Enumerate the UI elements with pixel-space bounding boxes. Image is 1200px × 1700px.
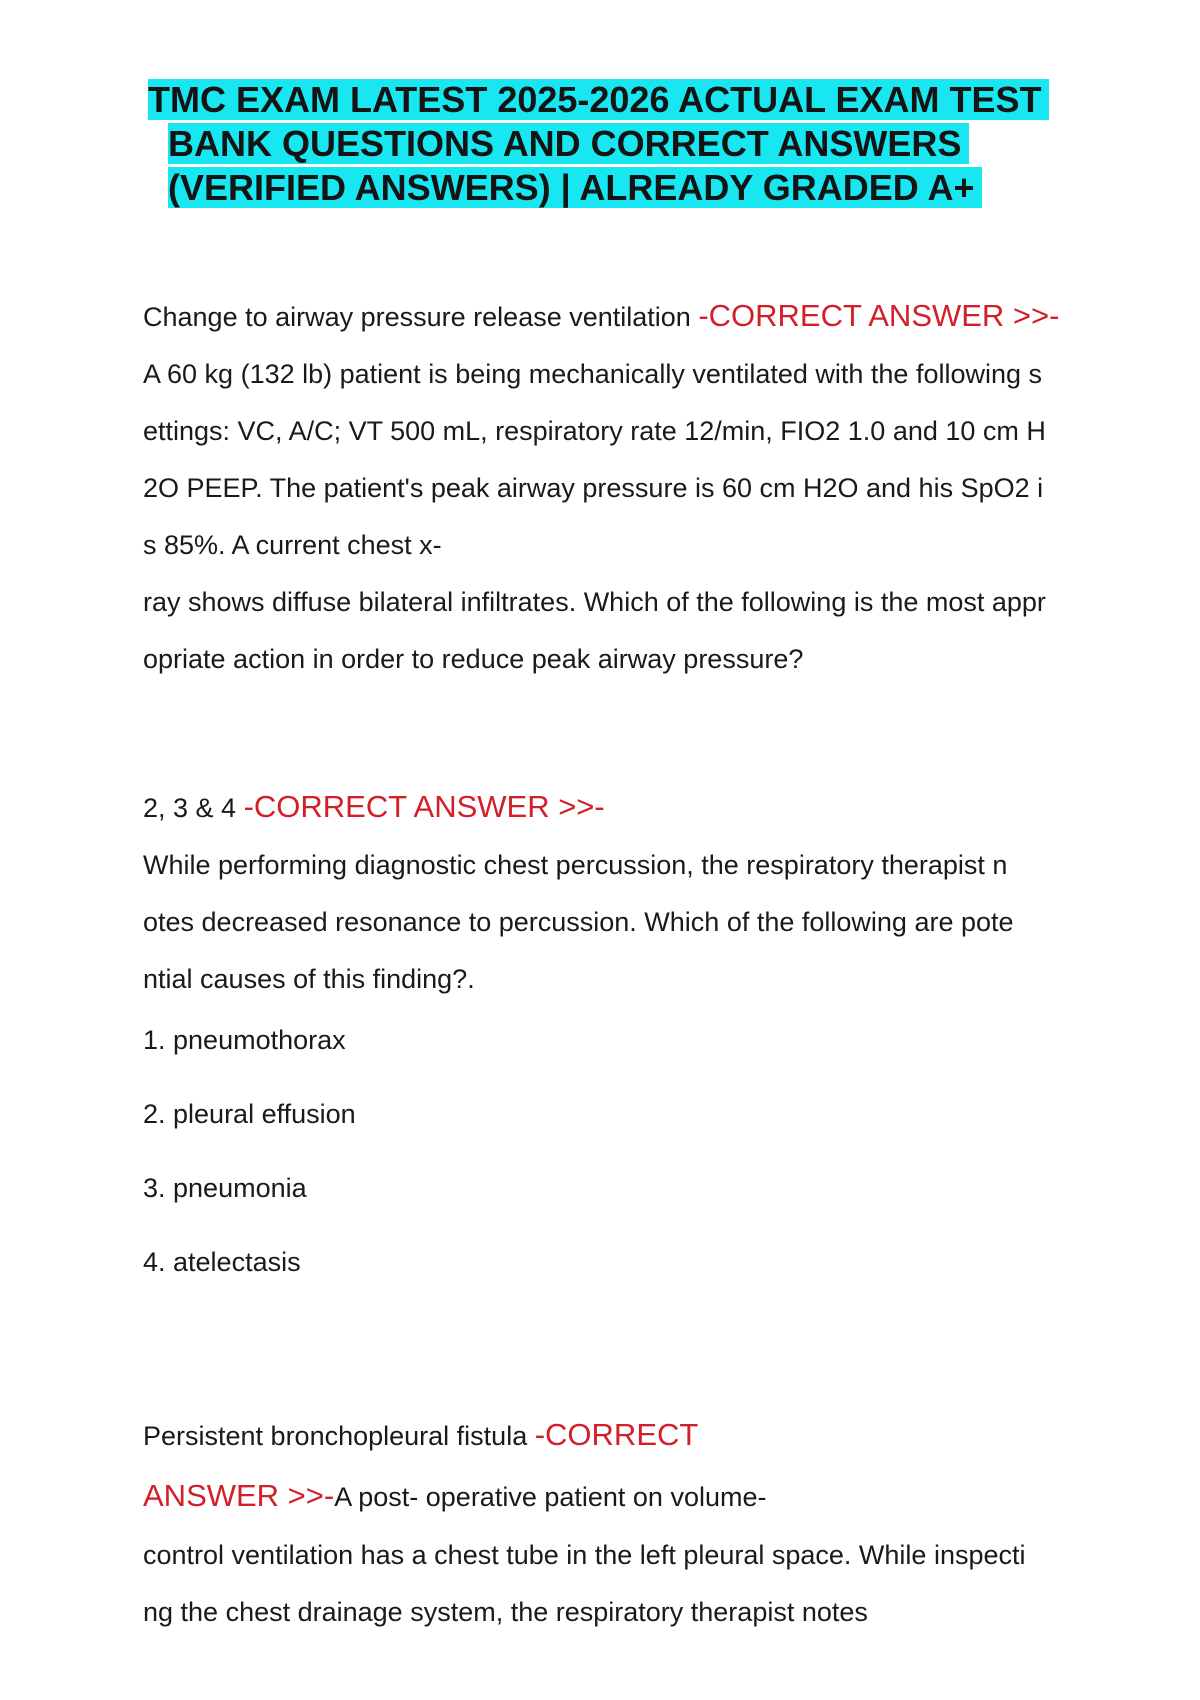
answer-text: Persistent bronchopleural fistula: [143, 1421, 535, 1451]
question-line: A 60 kg (132 lb) patient is being mechanically ventilated with the following s: [143, 359, 1043, 389]
question-line: ettings: VC, A/C; VT 500 mL, respiratory rate 12/min, FIO2 1.0 and 10 cm H: [143, 416, 1046, 446]
question-line: While performing diagnostic chest percussion, the respiratory therapist n: [143, 850, 1008, 880]
option-item: 4. atelectasis: [143, 1247, 301, 1277]
title-line-3: (VERIFIED ANSWERS) | ALREADY GRADED A+: [168, 167, 982, 208]
question-2: [143, 778, 1083, 1008]
question-3: [143, 1405, 1083, 1641]
question-line: control ventilation has a chest tube in the left pleural space. While inspecti: [143, 1540, 1026, 1570]
question-line: opriate action in order to reduce peak airway pressure?: [143, 644, 804, 674]
question-line: s 85%. A current chest x-: [143, 530, 442, 560]
option-item: 2. pleural effusion: [143, 1099, 356, 1129]
document-title: [148, 78, 1049, 210]
question-line: 2O PEEP. The patient's peak airway pressure is 60 cm H2O and his SpO2 i: [143, 473, 1044, 503]
answer-text: 2, 3 & 4: [143, 793, 244, 823]
answer-text: Change to airway pressure release ventilation: [143, 302, 699, 332]
title-line-2: BANK QUESTIONS AND CORRECT ANSWERS: [168, 123, 969, 164]
option-item: 1. pneumothorax: [143, 1025, 346, 1055]
option-item: 3. pneumonia: [143, 1173, 307, 1203]
question-line: ng the chest drainage system, the respiratory therapist notes: [143, 1597, 868, 1627]
correct-answer-marker: ANSWER >>-: [143, 1478, 335, 1513]
correct-answer-marker: -CORRECT ANSWER >>-: [243, 789, 605, 824]
question-1: [143, 287, 1083, 688]
question-2-options: [143, 1012, 1083, 1308]
correct-answer-marker: -CORRECT: [534, 1417, 699, 1452]
title-line-1: TMC EXAM LATEST 2025-2026 ACTUAL EXAM TEST: [148, 79, 1049, 120]
question-line: ray shows diffuse bilateral infiltrates. Which of the following is the most appr: [143, 587, 1046, 617]
question-line: A post- operative patient on volume-: [334, 1482, 767, 1512]
correct-answer-marker: -CORRECT ANSWER >>-: [698, 298, 1060, 333]
question-line: ntial causes of this finding?.: [143, 964, 475, 994]
question-line: otes decreased resonance to percussion. Which of the following are pote: [143, 907, 1014, 937]
